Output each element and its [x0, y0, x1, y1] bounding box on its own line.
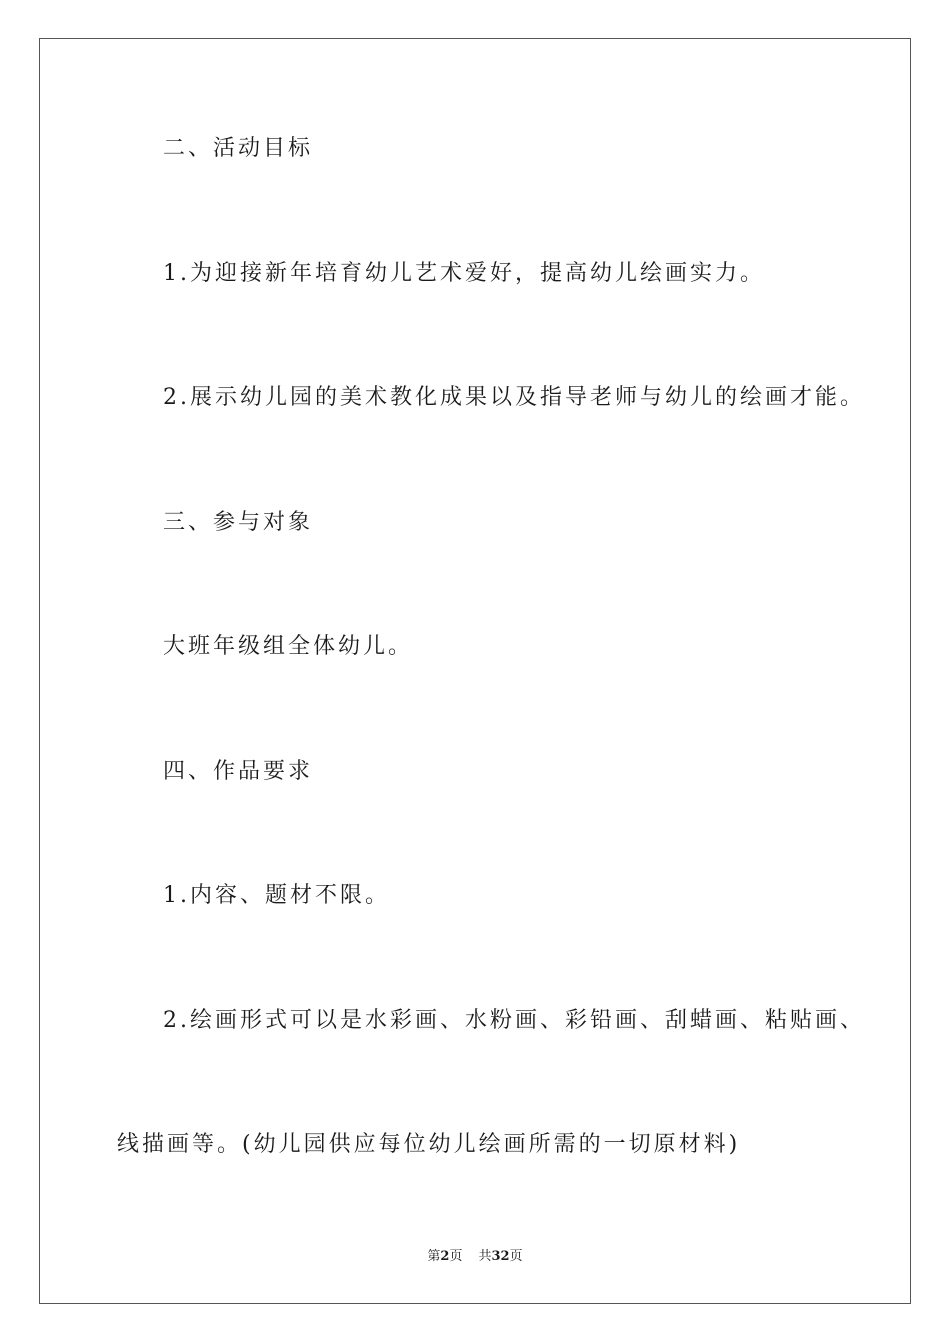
page-footer — [0, 1248, 950, 1266]
footer-total-prefix: 共 — [478, 1249, 492, 1264]
paragraph-goal-1: 1.为迎接新年培育幼儿艺术爱好，提高幼儿绘画实力。 — [163, 261, 765, 286]
paragraph-participants: 大班年级组全体幼儿。 — [163, 634, 414, 659]
section-heading-goals: 二、活动目标 — [163, 136, 314, 161]
page-frame — [39, 38, 911, 1304]
section-heading-requirements: 四、作品要求 — [163, 759, 314, 784]
paragraph-requirement-2: 2.绘画形式可以是水彩画、水粉画、彩铅画、刮蜡画、粘贴画、 — [163, 1008, 865, 1033]
footer-page-prefix: 第 — [427, 1249, 441, 1264]
section-heading-participants: 三、参与对象 — [163, 510, 314, 535]
footer-total-pages: 32 — [491, 1249, 510, 1264]
paragraph-requirement-1: 1.内容、题材不限。 — [163, 883, 390, 908]
footer-page-number: 2 — [440, 1249, 450, 1264]
footer-total-suffix: 页 — [509, 1249, 523, 1264]
paragraph-requirement-2-continued: 线描画等。(幼儿园供应每位幼儿绘画所需的一切原材料) — [117, 1132, 741, 1157]
paragraph-goal-2: 2.展示幼儿园的美术教化成果以及指导老师与幼儿的绘画才能。 — [163, 385, 865, 410]
footer-page-suffix: 页 — [449, 1249, 463, 1264]
